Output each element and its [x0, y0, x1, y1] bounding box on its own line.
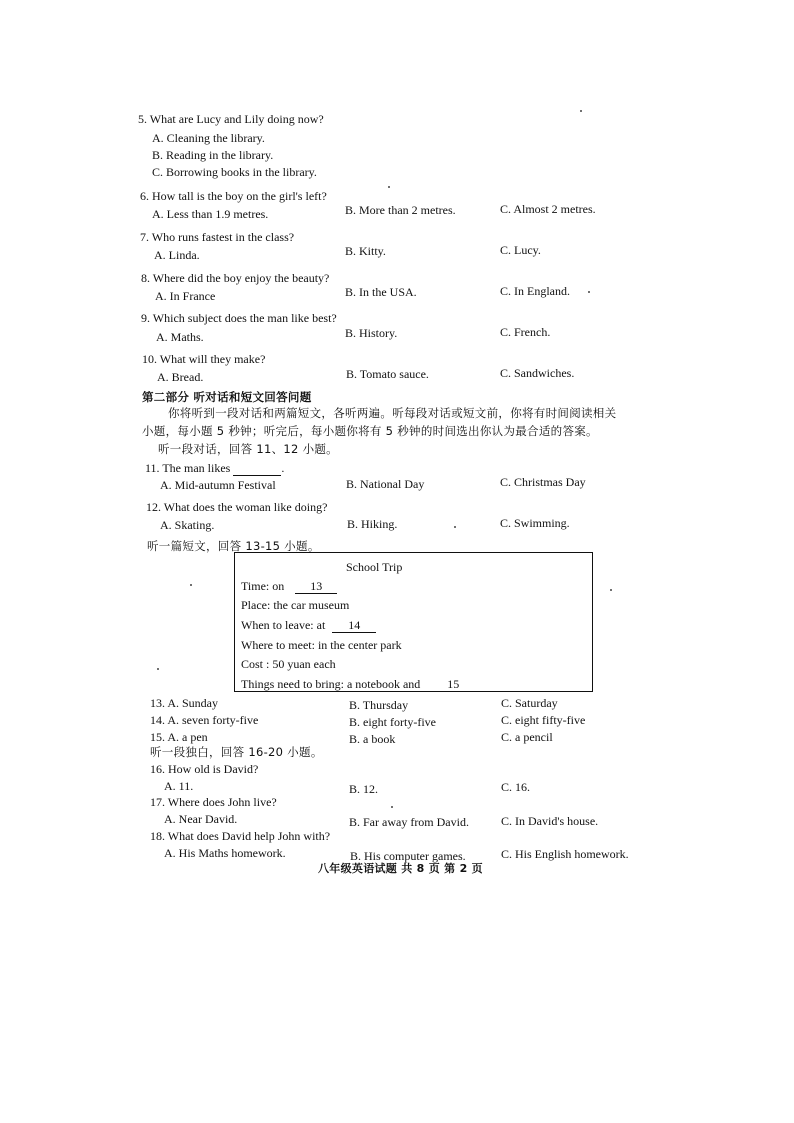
- q6-option-a: A. Less than 1.9 metres.: [152, 207, 269, 221]
- trip-time-label: Time: on: [241, 579, 285, 593]
- q10-option-b: B. Tomato sauce.: [346, 367, 429, 381]
- q13-option-b: B. Thursday: [349, 698, 409, 712]
- scan-speck: [454, 526, 456, 528]
- scan-speck: [157, 668, 159, 670]
- trip-time-row: [241, 579, 337, 594]
- q11-stem-suffix: .: [281, 461, 285, 475]
- q12-stem: 12. What does the woman like doing?: [146, 500, 328, 514]
- trip-time-blank: 13: [295, 579, 337, 594]
- q9-option-c: C. French.: [500, 325, 551, 339]
- trip-place: Place: the car museum: [241, 598, 350, 612]
- q18-stem: 18. What does David help John with?: [150, 829, 331, 843]
- q7-option-a: A. Linda.: [154, 248, 200, 262]
- trip-bring-label: Things need to bring: a notebook and: [241, 677, 421, 691]
- q9-stem: 9. Which subject does the man like best?: [141, 311, 337, 325]
- q8-stem: 8. Where did the boy enjoy the beauty?: [141, 271, 330, 285]
- monologue-note: 听一段独白，回答 16-20 小题。: [150, 745, 323, 759]
- q11-answer-blank: [233, 461, 281, 476]
- q13-option-c: C. Saturday: [501, 696, 558, 710]
- dialog-note: 听一段对话，回答 11、12 小题。: [158, 442, 338, 456]
- q9-option-a: A. Maths.: [156, 330, 204, 344]
- q14-option-b: B. eight forty-five: [349, 715, 436, 729]
- q10-stem: 10. What will they make?: [142, 352, 266, 366]
- q16-stem: 16. How old is David?: [150, 762, 259, 776]
- trip-bring-blank: 15: [429, 677, 477, 692]
- q11-stem: [145, 461, 284, 476]
- q17-stem: 17. Where does John live?: [150, 795, 277, 809]
- q5-stem: 5. What are Lucy and Lily doing now?: [138, 112, 324, 126]
- part2-instructions-line2: 小题，每小题 5 秒钟；听完后，每小题你将有 5 秒钟的时间选出你认为最合适的答案。: [142, 424, 598, 438]
- q14-option-a: 14. A. seven forty-five: [150, 713, 259, 727]
- q5-option-b: B. Reading in the library.: [152, 148, 274, 162]
- q11-option-b: B. National Day: [346, 477, 425, 491]
- q18-option-a: A. His Maths homework.: [164, 846, 286, 860]
- scan-speck: [588, 291, 590, 293]
- q12-option-c: C. Swimming.: [500, 516, 570, 530]
- q17-option-c: C. In David's house.: [501, 814, 599, 828]
- q13-option-a: 13. A. Sunday: [150, 696, 219, 710]
- scan-speck: [190, 584, 192, 586]
- q17-option-b: B. Far away from David.: [349, 815, 469, 829]
- q15-option-a: 15. A. a pen: [150, 730, 208, 744]
- q8-option-a: A. In France: [155, 289, 216, 303]
- q7-option-c: C. Lucy.: [500, 243, 541, 257]
- q12-option-b: B. Hiking.: [347, 517, 398, 531]
- q10-option-a: A. Bread.: [157, 370, 204, 384]
- scan-speck: [580, 110, 582, 112]
- passage-note: 听一篇短文，回答 13-15 小题。: [147, 539, 320, 553]
- q18-option-b: B. His computer games.: [350, 849, 466, 863]
- q16-option-b: B. 12.: [349, 782, 379, 796]
- trip-title: School Trip: [346, 560, 403, 574]
- q16-option-c: C. 16.: [501, 780, 531, 794]
- trip-leave-blank: 14: [332, 618, 376, 633]
- q11-stem-prefix: 11. The man likes: [145, 461, 231, 475]
- trip-cost: Cost : 50 yuan each: [241, 657, 336, 671]
- scan-speck: [391, 806, 393, 808]
- trip-bring-row: [241, 677, 477, 692]
- q11-option-a: A. Mid-autumn Festival: [160, 478, 276, 492]
- page-footer: 八年级英语试题 共 8 页 第 2 页: [318, 862, 483, 875]
- q16-option-a: A. 11.: [164, 779, 194, 793]
- q6-option-c: C. Almost 2 metres.: [500, 202, 596, 216]
- q10-option-c: C. Sandwiches.: [500, 366, 575, 380]
- q8-option-b: B. In the USA.: [345, 285, 417, 299]
- q11-option-c: C. Christmas Day: [500, 475, 586, 489]
- q15-option-c: C. a pencil: [501, 730, 553, 744]
- q9-option-b: B. History.: [345, 326, 398, 340]
- q18-option-c: C. His English homework.: [501, 847, 629, 861]
- trip-leave-row: [241, 618, 376, 633]
- trip-meet: Where to meet: in the center park: [241, 638, 402, 652]
- q14-option-c: C. eight fifty-five: [501, 713, 586, 727]
- q6-stem: 6. How tall is the boy on the girl's left?: [140, 189, 327, 203]
- q7-stem: 7. Who runs fastest in the class?: [140, 230, 295, 244]
- q15-option-b: B. a book: [349, 732, 396, 746]
- q17-option-a: A. Near David.: [164, 812, 238, 826]
- q5-option-a: A. Cleaning the library.: [152, 131, 265, 145]
- q5-option-c: C. Borrowing books in the library.: [152, 165, 317, 179]
- scan-speck: [388, 186, 390, 188]
- q6-option-b: B. More than 2 metres.: [345, 203, 456, 217]
- q7-option-b: B. Kitty.: [345, 244, 386, 258]
- part2-heading: 第二部分 听对话和短文回答问题: [142, 390, 312, 404]
- part2-instructions-line1: 你将听到一段对话和两篇短文，各听两遍。听每段对话或短文前，你将有时间阅读相关: [168, 406, 617, 420]
- q8-option-c: C. In England.: [500, 284, 570, 298]
- q12-option-a: A. Skating.: [160, 518, 215, 532]
- trip-leave-label: When to leave: at: [241, 618, 326, 632]
- scan-speck: [610, 589, 612, 591]
